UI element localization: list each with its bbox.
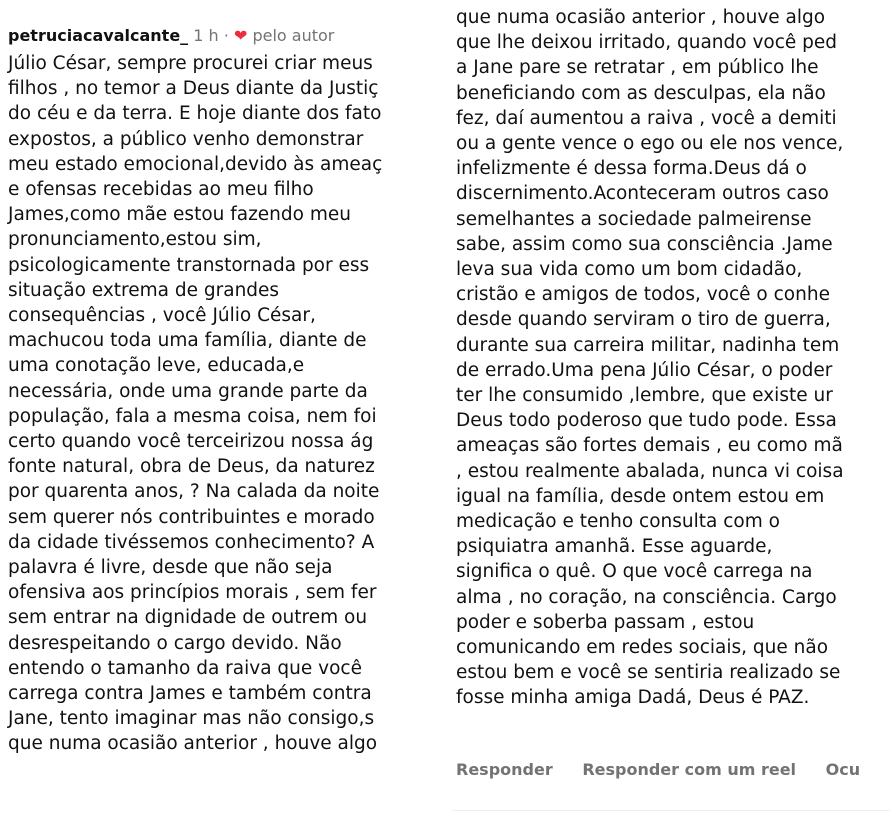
comment-line: igual na família, desde ontem estou em bbox=[456, 485, 825, 507]
comment-line: discernimento.Aconteceram outros caso bbox=[456, 183, 829, 205]
comment-line: a Jane pare se retratar , em público lhe bbox=[456, 57, 819, 79]
comment-text-continued bbox=[456, 5, 844, 711]
comment-line: desrespeitando o cargo devido. Não bbox=[8, 632, 342, 654]
comment-line: beneficiando com as desculpas, ela não bbox=[456, 82, 826, 104]
comment-line: sem entrar na dignidade de outrem ou bbox=[8, 607, 368, 629]
comment-line: fez, daí aumentou a raiva , você a demiti bbox=[456, 107, 837, 129]
comment-line: entendo o tamanho da raiva que você bbox=[8, 657, 362, 679]
comment-line: filhos , no temor a Deus diante da Justiç bbox=[8, 78, 379, 100]
comment-line: durante sua carreira militar, nadinha tem bbox=[456, 334, 840, 356]
comment-line: expostos, a público venho demonstrar bbox=[8, 128, 364, 150]
comment-line: que numa ocasião anterior , houve algo bbox=[456, 7, 826, 28]
comment-line: sabe, assim como sua consciência .Jame bbox=[456, 233, 833, 255]
comment-line: infelizmente é dessa forma.Deus dá o bbox=[456, 158, 807, 180]
comment-username[interactable]: petruciacavalcante_ bbox=[8, 26, 189, 45]
comment-line: uma conotação leve, educada,e bbox=[8, 355, 305, 377]
comment-line: fosse minha amiga Dadá, Deus é PAZ. bbox=[456, 687, 810, 709]
comment-line: medicação e tenho consulta com o bbox=[456, 511, 780, 533]
comment-line: meu estado emocional,devido às ameaç bbox=[8, 153, 383, 175]
comment-line: ofensiva aos princípios morais , sem fer bbox=[8, 582, 377, 604]
comment-line: psicologicamente transtornada por ess bbox=[8, 254, 370, 276]
comment-line: palavra é livre, desde que não seja bbox=[8, 557, 333, 579]
divider-line bbox=[452, 810, 890, 811]
comment-line: que numa ocasião anterior , houve algo bbox=[8, 733, 378, 755]
comment-header bbox=[8, 26, 334, 45]
panel-divider bbox=[444, 0, 452, 820]
comment-line: população, fala a mesma coisa, nem foi bbox=[8, 405, 377, 427]
comment-line: Deus todo poderoso que tudo pode. Essa bbox=[456, 410, 837, 432]
comment-line: alma , no coração, na consciência. Cargo bbox=[456, 586, 837, 608]
right-screenshot-panel bbox=[452, 0, 890, 820]
comment-actions bbox=[456, 760, 884, 779]
comment-line: poder e soberba passam , estou bbox=[456, 611, 755, 633]
comment-line: estou bem e você se sentiria realizado se bbox=[456, 662, 841, 684]
comment-line: situação extrema de grandes bbox=[8, 279, 280, 301]
comment-line: por quarenta anos, ? Na calada da noite bbox=[8, 481, 380, 503]
comment-line: consequências , você Júlio César, bbox=[8, 305, 316, 327]
comment-line: Júlio César, sempre procurei criar meus bbox=[8, 53, 373, 74]
comment-line: significa o quê. O que você carrega na bbox=[456, 561, 813, 583]
comment-line: ter lhe consumido ,lembre, que existe ur bbox=[456, 385, 833, 407]
comment-line: da cidade tivéssemos conhecimento? A bbox=[8, 531, 375, 553]
comment-line: certo quando você terceirizou nossa ág bbox=[8, 431, 374, 453]
comment-line: cristão e amigos de todos, você o conhe bbox=[456, 284, 830, 306]
comment-line: psiquiatra amanhã. Esse aguarde, bbox=[456, 536, 773, 558]
meta-separator: · bbox=[223, 26, 229, 45]
comment-line: comunicando em redes sociais, que não bbox=[456, 637, 829, 659]
comment-line: leva sua vida como um bom cidadão, bbox=[456, 259, 803, 281]
comment-line: necessária, onde uma grande parte da bbox=[8, 380, 368, 402]
comment-line: Jane, tento imaginar mas não consigo,s bbox=[8, 708, 375, 730]
comment-line: James,como mãe estou fazendo meu bbox=[8, 204, 351, 226]
comment-line: desde quando serviram o tiro de guerra, bbox=[456, 309, 831, 331]
comment-text bbox=[8, 51, 382, 757]
comment-line: fonte natural, obra de Deus, da naturez bbox=[8, 456, 375, 478]
heart-icon: ❤ bbox=[233, 26, 248, 45]
comment-line: ou a gente vence o ego ou ele nos vence, bbox=[456, 133, 844, 155]
left-screenshot-panel bbox=[0, 0, 444, 820]
comment-line: do céu e da terra. E hoje diante dos fato bbox=[8, 103, 382, 125]
hide-button[interactable]: Ocu bbox=[825, 760, 861, 779]
comment-line: e ofensas recebidas ao meu filho bbox=[8, 179, 314, 201]
comment-line: machucou toda uma família, diante de bbox=[8, 330, 367, 352]
reply-button[interactable]: Responder bbox=[456, 760, 553, 779]
comment-line: de errado.Uma pena Júlio César, o poder bbox=[456, 359, 833, 381]
comment-line: ameaças são fortes demais , eu como mã bbox=[456, 435, 843, 457]
liked-by-author-label: pelo autor bbox=[252, 26, 335, 45]
comment-line: semelhantes a sociedade palmeirense bbox=[456, 208, 812, 230]
reply-with-reel-button[interactable]: Responder com um reel bbox=[582, 760, 797, 779]
comment-time: 1 h bbox=[193, 26, 219, 45]
comment-line: carrega contra James e também contra bbox=[8, 683, 372, 705]
comment-line: sem querer nós contribuintes e morado bbox=[8, 506, 375, 528]
comment-line: que lhe deixou irritado, quando você ped bbox=[456, 32, 838, 54]
comment-line: , estou realmente abalada, nunca vi coisa bbox=[456, 460, 844, 482]
comment-line: pronunciamento,estou sim, bbox=[8, 229, 262, 251]
